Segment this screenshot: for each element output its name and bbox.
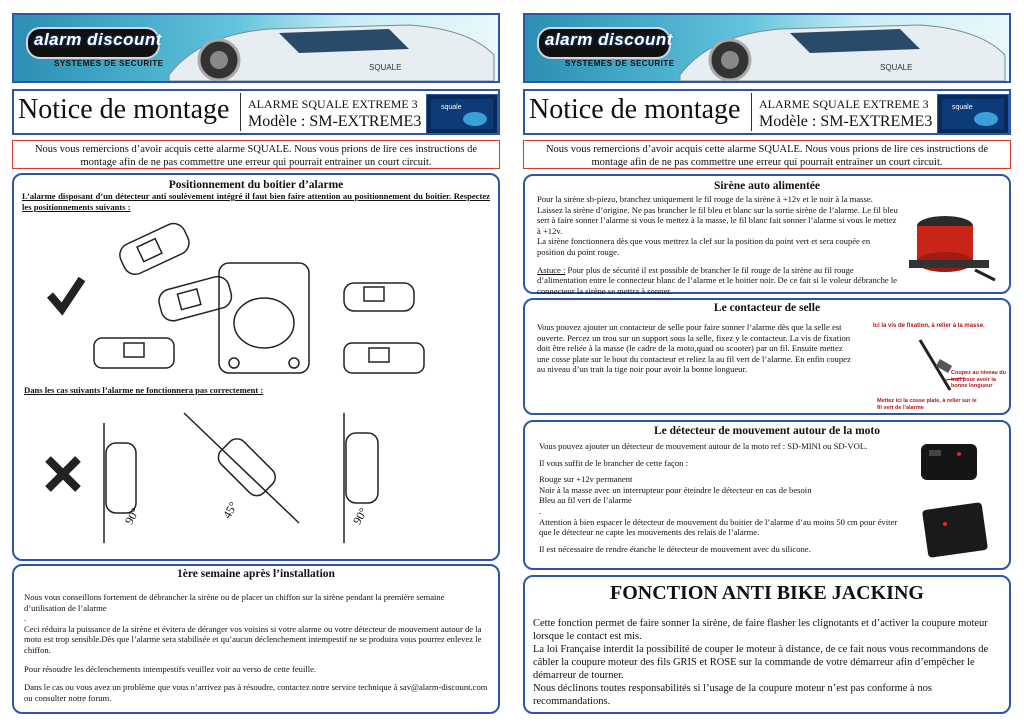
check-icon xyxy=(50,279,82,309)
correct-positions-diagram xyxy=(44,213,484,383)
right-banner xyxy=(523,13,1011,83)
alarm-name: ALARME SQUALE EXTREME 3 xyxy=(759,97,929,111)
logo-tagline: SYSTEMES DE SECURITE xyxy=(54,59,164,68)
motion-detector-section xyxy=(523,420,1011,570)
siren-p1: Pour la sirène sb-piezo, branchez uniquement le fil rouge de la sirène à +12v et le noir à la masse. Laissez la sirène d’origine. Ne pas brancher le fil bleu et blanc sur la sortie sirène de l’alarme. Le fil bleu sert à faire sonner l’alarme si vous le mettez à la masse, le fil blanc fait sonner l’alarme si vous le mettez à +12v. xyxy=(537,194,898,236)
seat-img-caption-mid: Coupez au niveau du trait pour avoir la bonne longueur xyxy=(951,370,1007,389)
bike-jacking-heading: FONCTION ANTI BIKE JACKING xyxy=(610,582,924,604)
left-title-box xyxy=(12,89,500,135)
seat-img-caption-top: Ici la vis de fixation, à relier à la masse. xyxy=(873,323,985,329)
siren-heading: Sirène auto alimentée xyxy=(713,180,821,192)
motion-p7: Attention à bien espacer le détecteur de mouvement du boitier de l’alarme d’au moins 50 cm pour éviter que le détecteur ne capte les mouvements des relais de l’alarme. xyxy=(539,516,898,538)
first-week-p4: Pour résoudre les déclenchements intempestifs veuillez voir au verso de cette feuille. xyxy=(24,663,317,674)
motion-p6: . xyxy=(539,505,542,516)
motion-detector-image-2 xyxy=(915,498,995,562)
wrong-positions-diagram xyxy=(44,403,484,553)
model-name: Modèle : SM-EXTREME3 xyxy=(759,113,933,130)
positioning-heading: Positionnement du boitier d’alarme xyxy=(168,179,344,191)
angle-label-3: 90° xyxy=(349,505,371,527)
first-week-p1: Nous vous conseillons fortement de débrancher la sirène ou de placer un chiffon sur la sirène pendant la première semaine d’utilisation de l’alarme xyxy=(24,592,445,613)
angle-label-1: 90° xyxy=(121,505,143,527)
first-week-section xyxy=(12,564,500,714)
product-box-image xyxy=(937,94,1009,134)
page-title: Notice de montage xyxy=(529,94,741,125)
left-intro-box: Nous vous remercions d’avoir acquis cette alarme SQUALE. Nous vous prions de lire ces instructions de montage afin de ne pas commettre une erreur qui pourrait entrainer un court circuit. xyxy=(12,140,500,169)
motion-heading: Le détecteur de mouvement autour de la moto xyxy=(653,425,881,437)
siren-section xyxy=(523,174,1011,294)
first-week-p2: . xyxy=(24,613,27,624)
bike-jacking-p1: Cette fonction permet de faire sonner la sirène, de faire flasher les clignotants et d’activer la coupure moteur lorsque le contact est mis. xyxy=(533,618,988,642)
motion-p4: Noir à la masse avec un interrupteur pour éteindre le détecteur en cas de besoin xyxy=(539,484,812,495)
siren-tip: Pour plus de sécurité il est possible de brancher le fil rouge de la sirène au fil rouge d’alimentation entre le connecteur blanc de l’alarme et le boitier noir. De ce fait si le voleur débranche le connecteur la sirène se mettra à sonner. xyxy=(537,264,898,296)
motion-detector-image-1 xyxy=(915,438,985,486)
tip-label: Astuce : xyxy=(537,264,566,275)
first-week-p3: Ceci réduira la puissance de la sirène et évitera de déranger vos voisins si votre alarme ou votre détecteur de mouvement autour de la moto est trop sensible.Dès que l’alarme sera stabilisée et qu’aucun déclenchement intempestif ne se produira vous pourrez enlevez le chiffon. xyxy=(24,623,482,655)
svg-text:squale: squale xyxy=(952,104,973,111)
bad-positions-label: Dans les cas suivants l’alarme ne fonctionnera pas correctement : xyxy=(24,385,264,395)
bike-jacking-p3: Nous déclinons toutes responsabilités si l’usage de la coupure moteur n’est pas conforme à nos recommandations. xyxy=(533,683,932,707)
anti-bike-jacking-section xyxy=(523,575,1011,714)
left-banner xyxy=(12,13,500,83)
bike-jacking-p2: La loi Française interdit la possibilité de couper le moteur à distance, de ce fait nous vous recommandons de câbler la coupure moteur des fils GRIS et ROSE sur la commande de votre démarreur afin d’empêcher le démarreur de tourner. xyxy=(533,644,989,681)
right-intro-box: Nous vous remercions d’avoir acquis cette alarme SQUALE. Nous vous prions de lire ces instructions de montage afin de ne pas commettre une erreur qui pourrait entrainer un court circuit. xyxy=(523,140,1011,169)
svg-text:squale: squale xyxy=(441,104,462,111)
model-name: Modèle : SM-EXTREME3 xyxy=(248,113,422,130)
seat-switch-section xyxy=(523,298,1011,415)
right-title-box xyxy=(523,89,1011,135)
car-image xyxy=(159,15,499,81)
siren-image xyxy=(905,204,1005,284)
motion-p5: Bleu au fil vert de l’alarme xyxy=(539,495,632,506)
car-image xyxy=(670,15,1010,81)
product-box-image xyxy=(426,94,498,134)
angle-label-2: 45° xyxy=(219,499,241,521)
motion-p8: Il est nécessaire de rendre étanche le détecteur de mouvement avec du silicone. xyxy=(539,543,811,554)
positioning-section xyxy=(12,173,500,561)
logo-tagline: SYSTEMES DE SECURITE xyxy=(565,59,675,68)
motion-p3: Rouge sur +12v permanent xyxy=(539,474,633,485)
logo-text: alarm discount xyxy=(545,30,673,49)
page-title: Notice de montage xyxy=(18,94,230,125)
motion-p1: Vous pouvez ajouter un détecteur de mouvement autour de la moto ref : SD-MINI ou SD-VOL. xyxy=(539,441,868,451)
motion-p2: Il vous suffit de le brancher de cette façon : xyxy=(539,457,688,468)
siren-p2: La sirène fonctionnera dès que vous mettrez la clef sur la position du point vert et sera coupée en position du point rouge. xyxy=(537,236,871,257)
svg-text:SQUALE: SQUALE xyxy=(369,63,402,72)
first-week-heading: 1ère semaine après l’installation xyxy=(177,568,335,580)
seat-text: Vous pouvez ajouter un contacteur de selle pour faire sonner l’alarme dès que la selle est ouverte. Percez un trou sur un support sous la selle, fixez y le contacteur. La vis de fixation doit être reliée à la masse (le cadre de la moto,quad ou scooter) par un fil. Ensuite mettez une cosse plate sur le bout du contacteur et reliez la au fil vert de l’alarme. En enfin coupez au niveau d’un trait la tige noir pour avoir la bonne longueur. xyxy=(537,322,851,375)
first-week-p5: Dans le cas ou vous avez un problème que vous n’arrivez pas à résoudre, contactez notre service technique à sav@alarm-discount.com ou consulter notre forum. xyxy=(24,682,488,703)
alarm-name: ALARME SQUALE EXTREME 3 xyxy=(248,97,418,111)
positioning-text: L’alarme disposant d’un détecteur anti soulèvement intégré il faut bien faire attention au positionnement du boitier. Respectez les positionnements suivants : xyxy=(22,191,490,212)
logo-text: alarm discount xyxy=(34,30,162,49)
seat-heading: Le contacteur de selle xyxy=(713,302,821,314)
svg-text:SQUALE: SQUALE xyxy=(880,63,913,72)
cross-icon xyxy=(48,459,78,489)
seat-img-caption-bot: Mettez ici la cosse plate, à relier sur le fil vert de l’alarme xyxy=(877,398,977,411)
